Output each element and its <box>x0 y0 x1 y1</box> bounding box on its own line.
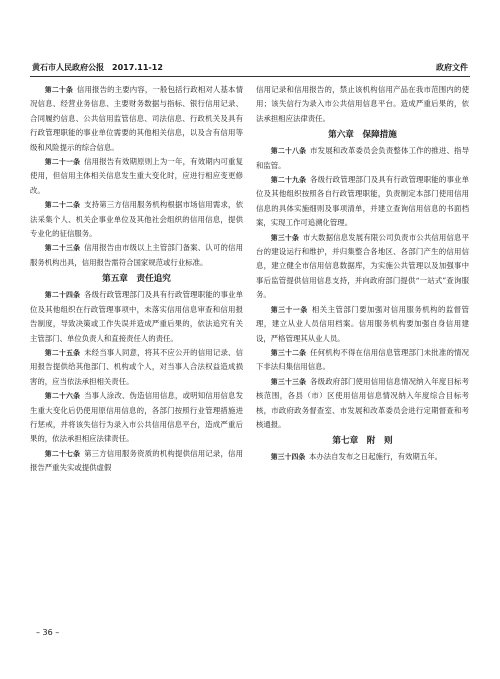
article-paragraph <box>256 173 469 231</box>
article-number: 第二十七条 <box>44 449 81 458</box>
chapter-heading: 第五章 责任追究 <box>102 274 171 285</box>
article-paragraph <box>30 346 243 389</box>
running-header <box>30 62 470 74</box>
article-number: 第二十八条 <box>270 147 307 156</box>
chapter-heading: 第六章 保障措施 <box>328 130 397 141</box>
article-number: 第二十三条 <box>44 244 81 253</box>
article-text: 任何机构不得在信用信息管理部门未批准的情况下非法归集信用信息。 <box>256 347 469 372</box>
right-column <box>256 83 469 465</box>
article-paragraph <box>30 241 243 270</box>
article-text: 信用报告由市级以上主管部门备案、认可的信用服务机构出具，信用报告需符合国家规范或行业标准。 <box>30 243 243 267</box>
article-text: 本办法自发布之日起施行，有效期五年。 <box>308 452 442 462</box>
left-column <box>30 83 243 476</box>
article-number: 第三十二条 <box>270 348 307 357</box>
article-paragraph <box>256 450 469 464</box>
article-paragraph <box>256 346 469 375</box>
article-paragraph <box>30 288 243 346</box>
article-paragraph <box>30 83 243 155</box>
article-text: 信用记录和信用报告的，禁止该机构信用产品在我市范围内的使用；该失信行为录入市公共信用信息平台。造成严重后果的，依法承担相应法律责任。 <box>256 85 469 123</box>
article-text: 未经当事人同意，将其不应公开的信用记录、信用报告提供给其他部门、机构或个人，对当事人合法权益造成损害的，应当依法承担相关责任。 <box>30 347 243 386</box>
article-number: 第二十九条 <box>270 176 307 185</box>
article-text: 信用报告的主要内容，一般包括行政相对人基本情况信息、经营业务信息、主要财务数据与指标、银行信用记录、合同履约信息、公共信用监管信息、司法信息、行政机关及具有行政管理职能的事业单位需要的其他相关信息，以及含有信用等级和风险提示的综合信息。 <box>30 85 243 152</box>
article-number: 第三十四条 <box>270 453 306 462</box>
article-paragraph <box>30 389 243 447</box>
article-text: 各级行政管理部门及具有行政管理职能的事业单位及其他组织在行政管理事项中，未落实信用信息审查和信用报告制度，导致决策或工作失误并造成严重后果的，依法追究有关主管部门、单位负责人和直接责任人的责任。 <box>30 290 243 343</box>
article-text: 信用报告有效期原则上为一年，有效期内可重复使用，但信用主体相关信息发生重大变化时，应进行相应变更修改。 <box>30 157 243 195</box>
article-text: 各级行政管理部门及具有行政管理职能的事业单位及其他组织按照各自行政管理职能，负责制定本部门使用信用信息的具体实施细则及事项清单，并建立查询信用信息的书面档案，实现工作可追溯化管理。 <box>256 175 469 228</box>
article-paragraph <box>256 375 469 433</box>
article-number: 第二十五条 <box>44 348 81 357</box>
journal-title: 黄石市人民政府公报 2017.11-12 <box>32 63 163 72</box>
article-text: 支持第三方信用服务机构根据市场信用需求，依法采集个人、机关企事业单位及其他社会组织的信用信息，提供专业化的征信服务。 <box>30 200 243 239</box>
article-number: 第三十三条 <box>270 377 307 386</box>
article-paragraph <box>256 83 469 126</box>
section-name: 政府文件 <box>436 63 468 72</box>
article-text: 第三方信用服务资质的机构提供信用记录，信用报告严重失实或提供虚假 <box>30 448 243 473</box>
article-text: 各级政府部门使用信用信息情况纳入年度目标考核范围，各县（市）区使用信用信息情况纳入年度综合目标考核，市政府政务督查室、市发展和改革委员会进行定期督查和考核通报。 <box>256 376 469 429</box>
article-text: 相关主管部门要加强对信用服务机构的监督管理，建立从业人员信用档案。信用服务机构要加强自身信用建设，严格管理其从业人员。 <box>256 304 469 343</box>
article-number: 第三十一条 <box>270 305 308 314</box>
article-paragraph <box>30 155 243 198</box>
page-number: – 36 – <box>36 628 60 637</box>
article-text: 市发展和改革委员会负责整体工作的推进、指导和监管。 <box>256 146 469 170</box>
header-rule <box>30 76 470 77</box>
article-paragraph <box>30 447 243 476</box>
article-number: 第三十条 <box>270 233 300 242</box>
chapter-heading: 第七章 附 则 <box>332 436 393 447</box>
article-paragraph <box>256 303 469 346</box>
article-paragraph <box>30 198 243 241</box>
article-text: 当事人涂改、伪造信用信息，或明知信用信息发生重大变化后仍使用原信用信息的，各部门按照行业管理措施进行惩戒，并将该失信行为录入市公共信用信息平台，造成严重后果的，依法承担相应法律责任。 <box>30 391 243 444</box>
article-number: 第二十一条 <box>44 158 81 167</box>
article-number: 第二十条 <box>44 86 74 94</box>
article-paragraph <box>256 144 469 173</box>
article-number: 第二十四条 <box>44 291 81 300</box>
article-number: 第二十二条 <box>44 201 81 210</box>
article-text: 市大数据信息发展有限公司负责市公共信用信息平台的建设运行和维护，并归集整合各地区、各部门产生的信用信息，建立健全市信用信息数据库，为实施公共管理以及加强事中事后监管提供信用信息支持，并向政府部门提供“一站式”查询服务。 <box>256 232 469 300</box>
article-number: 第二十六条 <box>44 392 81 401</box>
article-paragraph <box>256 231 469 303</box>
